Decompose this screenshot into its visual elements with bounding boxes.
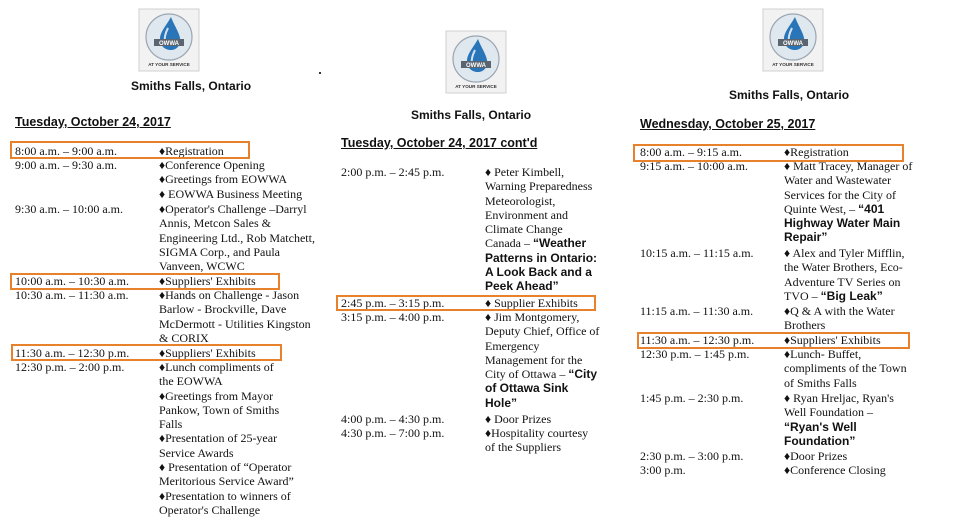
session-description: [784, 449, 932, 463]
description-line: Services for the City of: [784, 187, 896, 202]
day-heading: Tuesday, October 24, 2017: [15, 115, 171, 129]
svg-text:AT YOUR SERVICE: AT YOUR SERVICE: [148, 62, 190, 67]
description-line: Service Awards: [159, 445, 234, 460]
description-line: Well Foundation –: [784, 405, 874, 420]
description-line: ♦Door Prizes: [784, 449, 848, 463]
time-slot: 12:30 p.m. – 2:00 p.m.: [15, 360, 125, 374]
svg-text:AT YOUR SERVICE: AT YOUR SERVICE: [455, 84, 497, 89]
description-line: ♦ Supplier Exhibits: [485, 296, 578, 310]
description-line: ♦Greetings from Mayor: [159, 388, 274, 403]
description-line: TVO – “Big Leak”: [784, 288, 883, 303]
session-description: [159, 158, 330, 201]
time-slot: 10:15 a.m. – 11:15 a.m.: [640, 246, 754, 260]
description-line: ♦ Door Prizes: [485, 412, 552, 426]
svg-text:AT YOUR SERVICE: AT YOUR SERVICE: [772, 62, 814, 67]
description-line: Management for the: [485, 352, 583, 367]
description-line: ♦Registration: [784, 145, 849, 159]
time-slot: 4:30 p.m. – 7:00 p.m.: [341, 426, 445, 440]
description-line: ♦Hands on Challenge - Jason: [159, 288, 300, 302]
city-heading: Smiths Falls, Ontario: [729, 88, 850, 102]
description-line: ♦ Jim Montgomery,: [485, 310, 580, 324]
description-line: ♦ Ryan Hreljac, Ryan's: [784, 391, 894, 405]
description-line: Warning Preparedness: [485, 179, 593, 194]
highlight-box: [637, 332, 910, 349]
time-slot: 11:30 a.m. – 12:30 p.m.: [640, 333, 755, 347]
description-line: ♦Registration: [159, 144, 224, 158]
description-line: ♦ Matt Tracey, Manager of: [784, 159, 913, 173]
time-slot: 9:30 a.m. – 10:00 a.m.: [15, 202, 123, 216]
description-line: ♦Lunch- Buffet,: [784, 347, 862, 361]
day-heading: Tuesday, October 24, 2017 cont'd: [341, 136, 538, 150]
session-description: [784, 159, 932, 245]
description-line: Foundation”: [784, 433, 856, 448]
description-line: Falls: [159, 417, 183, 432]
session-description: [159, 288, 330, 345]
time-slot: 8:00 a.m. – 9:00 a.m.: [15, 144, 117, 158]
time-slot: 10:30 a.m. – 11:30 a.m.: [15, 288, 129, 302]
description-line: Meteorologist,: [485, 193, 556, 208]
session-description: [485, 412, 608, 426]
time-slot: 10:00 a.m. – 10:30 a.m.: [15, 274, 129, 288]
description-line: Pankow, Town of Smiths: [159, 402, 280, 417]
description-line: the Water Brothers, Eco-: [784, 260, 903, 275]
description-line: Quinte West, – “401: [784, 201, 885, 216]
description-line: McDermott - Utilities Kingston: [159, 316, 311, 331]
time-slot: 2:30 p.m. – 3:00 p.m.: [640, 449, 744, 463]
description-line: ♦Operator's Challenge –Darryl: [159, 202, 307, 216]
session-description: [784, 463, 932, 477]
eowwa-logo: [762, 8, 824, 72]
description-line: Engineering Ltd., Rob Matchett,: [159, 230, 315, 245]
description-line: Meritorious Service Award”: [159, 474, 294, 489]
time-slot: 8:00 a.m. – 9:15 a.m.: [640, 145, 742, 159]
session-description: [159, 360, 330, 517]
time-slot: 9:15 a.m. – 10:00 a.m.: [640, 159, 748, 173]
description-line: of the Suppliers: [485, 440, 561, 455]
description-line: ♦Conference Opening: [159, 158, 265, 172]
description-line: Operator's Challenge: [159, 502, 261, 517]
description-line: ♦Q & A with the Water: [784, 304, 895, 318]
description-line: “Ryan's Well: [784, 419, 857, 434]
description-line: ♦Presentation of 25-year: [159, 431, 278, 446]
stray-mark: [319, 72, 321, 74]
highlight-box: [336, 295, 596, 311]
session-description: [784, 246, 932, 303]
svg-text:OWWA: OWWA: [159, 41, 179, 47]
time-slot: 3:15 p.m. – 4:00 p.m.: [341, 310, 445, 324]
session-description: [784, 391, 932, 448]
description-line: Repair”: [784, 230, 828, 245]
time-slot: 12:30 p.m. – 1:45 p.m.: [640, 347, 750, 361]
time-slot: 11:15 a.m. – 11:30 a.m.: [640, 304, 754, 318]
description-line: ♦Presentation to winners of: [159, 488, 291, 503]
description-line: ♦ Peter Kimbell,: [485, 165, 565, 179]
description-line: City of Ottawa – “City: [485, 367, 597, 382]
description-line: Brothers: [784, 318, 826, 333]
highlight-box: [633, 144, 904, 162]
session-description: [485, 165, 608, 294]
day-heading: Wednesday, October 25, 2017: [640, 117, 816, 131]
description-line: ♦ Presentation of “Operator: [159, 460, 292, 475]
highlight-box: [11, 344, 282, 361]
description-line: compliments of the Town: [784, 361, 907, 376]
city-heading: Smiths Falls, Ontario: [411, 108, 532, 122]
session-description: [784, 347, 932, 390]
description-line: Deputy Chief, Office of: [485, 324, 600, 339]
description-line: Environment and: [485, 207, 568, 222]
description-line: ♦Hospitality courtesy: [485, 426, 589, 440]
eowwa-logo: [138, 8, 200, 72]
description-line: Annis, Metcon Sales &: [159, 216, 271, 231]
description-line: Barlow - Brockville, Dave: [159, 302, 287, 317]
time-slot: 1:45 p.m. – 2:30 p.m.: [640, 391, 744, 405]
time-slot: 2:00 p.m. – 2:45 p.m.: [341, 165, 445, 179]
svg-text:OWWA: OWWA: [466, 63, 486, 69]
description-line: of Smiths Falls: [784, 375, 857, 390]
description-line: ♦Suppliers' Exhibits: [159, 346, 256, 360]
description-line: & CORIX: [159, 330, 209, 345]
description-line: ♦Greetings from EOWWA: [159, 172, 288, 187]
session-description: [485, 310, 608, 410]
time-slot: 3:00 p.m.: [640, 463, 686, 477]
description-line: Climate Change: [485, 222, 563, 237]
time-slot: 11:30 a.m. – 12:30 p.m.: [15, 346, 130, 360]
description-line: ♦Suppliers' Exhibits: [784, 333, 881, 347]
highlight-box: [10, 273, 280, 290]
description-line: A Look Back and a: [485, 265, 592, 280]
eowwa-logo: [445, 30, 507, 94]
highlight-box: [10, 141, 250, 159]
description-line: ♦ EOWWA Business Meeting: [159, 186, 303, 201]
description-line: Canada – “Weather: [485, 236, 587, 251]
session-description: [159, 202, 330, 273]
description-line: Peek Ahead”: [485, 279, 559, 294]
description-line: the EOWWA: [159, 374, 223, 389]
description-line: ♦Lunch compliments of: [159, 360, 274, 374]
time-slot: 4:00 p.m. – 4:30 p.m.: [341, 412, 445, 426]
session-description: [784, 304, 932, 333]
description-line: of Ottawa Sink: [485, 381, 569, 396]
description-line: Highway Water Main: [784, 216, 901, 231]
time-slot: 9:00 a.m. – 9:30 a.m.: [15, 158, 117, 172]
description-line: ♦Conference Closing: [784, 463, 886, 477]
description-line: Water and Wastewater: [784, 173, 892, 188]
description-line: ♦Suppliers' Exhibits: [159, 274, 256, 288]
description-line: ♦ Alex and Tyler Mifflin,: [784, 246, 905, 260]
description-line: Emergency: [485, 338, 540, 353]
time-slot: 2:45 p.m. – 3:15 p.m.: [341, 296, 445, 310]
description-line: Adventure TV Series on: [784, 274, 901, 289]
description-line: Hole”: [485, 395, 518, 410]
description-line: Patterns in Ontario:: [485, 250, 598, 265]
city-heading: Smiths Falls, Ontario: [131, 79, 252, 93]
description-line: SIGMA Corp., and Paula: [159, 244, 280, 259]
svg-text:OWWA: OWWA: [783, 41, 803, 47]
description-line: Vanveen, WCWC: [159, 259, 245, 274]
session-description: [485, 426, 608, 455]
